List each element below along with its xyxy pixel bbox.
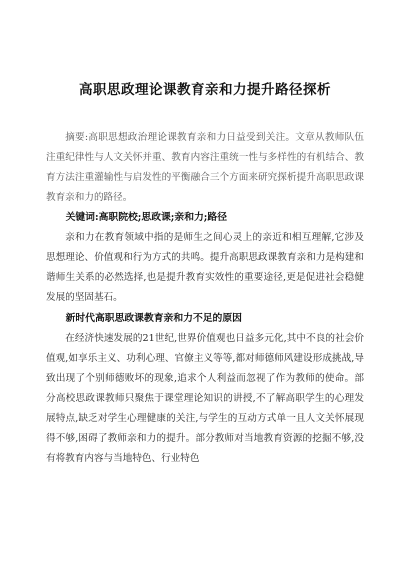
section-paragraph: 在经济快速发展的21世纪,世界价值观也日益多元化,其中不良的社会价值观,如享乐主义、功利心理、官僚主义等等,都对师德师风建设形成挑战,导致出现了个别师德败坏的现象,追求个人利益而忽视了作为教师的使命。部分高校思政课教师只聚焦于课堂理论知识的讲授,不了解高职学生的心理发展特点,缺乏对学生心理健康的关注,与学生的互动方式单一且人文关怀展现得不够,困碍了教师亲和力的提升。部分教师对当地教育资源的挖掘不够,没有将教育内容与当地特色、行业特色 (46, 333, 364, 464)
section-heading: 新时代高职思政课教育亲和力不足的原因 (65, 313, 242, 324)
keywords-line: 关键词:高职院校;思政课;亲和力;路径 (65, 212, 228, 223)
abstract-paragraph: 摘要:高职思想政治理论课教育亲和力日益受到关注。文章从教师队伍注重纪律性与人文关怀并重、教育内容注重统一性与多样性的有机结合、教育方法注重灌输性与启发性的平衡融合三个方面来研究探析提升高职思政课教育亲和力的路径。 (46, 132, 364, 203)
intro-paragraph: 亲和力在教育领域中指的是师生之间心灵上的亲近和相互理解,它涉及思想理论、价值观和行为方式的共鸣。提升高职思政课教育亲和力是构建和谐师生关系的必然选择,也是提升教育实效性的重要途径,更是促进社会稳健发展的坚固基石。 (46, 232, 364, 303)
document-title: 高职思政理论课教育亲和力提升路径探析 (79, 82, 331, 98)
